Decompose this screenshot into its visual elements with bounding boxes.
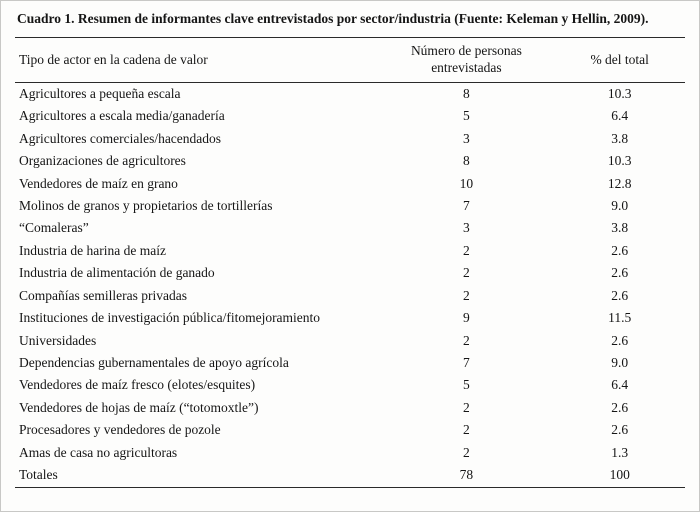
actor-cell: Industria de alimentación de ganado	[19, 265, 215, 281]
table-header	[15, 38, 685, 83]
table-row	[15, 82, 685, 105]
header-actor-type: Tipo de actor en la cadena de valor	[19, 51, 208, 67]
count-cell: 10	[459, 175, 474, 191]
percent-cell: 9.0	[611, 355, 629, 371]
percent-cell: 12.8	[607, 175, 632, 191]
percent-cell: 2.6	[611, 422, 629, 438]
table-row	[15, 375, 685, 397]
actor-cell: Universidades	[19, 332, 97, 348]
count-cell: 5	[463, 108, 470, 124]
count-cell: 9	[463, 310, 470, 326]
table-row	[15, 173, 685, 195]
informants-table	[15, 37, 685, 488]
actor-cell: Industria de harina de maíz	[19, 242, 166, 258]
percent-cell: 3.8	[611, 220, 629, 236]
actor-cell: Vendedores de hojas de maíz (“totomoxtle”)	[19, 399, 259, 415]
percent-cell: 2.6	[611, 399, 629, 415]
percent-cell: 9.0	[611, 197, 629, 213]
count-cell: 2	[463, 332, 470, 348]
count-cell: 8	[463, 85, 470, 101]
actor-cell: Procesadores y vendedores de pozole	[19, 422, 221, 438]
table-row	[15, 442, 685, 464]
count-cell: 3	[463, 130, 470, 146]
table-row	[15, 397, 685, 419]
percent-cell: 3.8	[611, 130, 629, 146]
table-row	[15, 330, 685, 352]
percent-cell: 100	[609, 467, 630, 483]
table-caption: Cuadro 1. Resumen de informantes clave entrevistados por sector/industria (Fuente: Keleman y Hellin, 2009).	[17, 11, 649, 26]
table-row	[15, 218, 685, 240]
actor-cell: Dependencias gubernamentales de apoyo agrícola	[19, 355, 289, 371]
header-percent-total: % del total	[590, 51, 649, 67]
actor-cell: Organizaciones de agricultores	[19, 153, 186, 169]
table-row	[15, 352, 685, 374]
table-row	[15, 240, 685, 262]
percent-cell: 10.3	[607, 85, 632, 101]
table-body	[15, 82, 685, 487]
actor-cell: Agricultores a escala media/ganadería	[19, 108, 225, 124]
percent-cell: 10.3	[607, 153, 632, 169]
table-row	[15, 262, 685, 284]
percent-cell: 2.6	[611, 332, 629, 348]
table-row	[15, 128, 685, 150]
actor-cell: Agricultores a pequeña escala	[19, 85, 181, 101]
actor-cell: Totales	[19, 467, 58, 483]
percent-cell: 1.3	[611, 444, 629, 460]
count-cell: 2	[463, 287, 470, 303]
header-row	[15, 38, 685, 83]
table-row	[15, 420, 685, 442]
actor-cell: Vendedores de maíz en grano	[19, 175, 178, 191]
count-cell: 7	[463, 355, 470, 371]
count-cell: 2	[463, 242, 470, 258]
percent-cell: 6.4	[611, 108, 629, 124]
count-cell: 2	[463, 444, 470, 460]
table-row	[15, 150, 685, 172]
count-cell: 2	[463, 265, 470, 281]
actor-cell: Vendedores de maíz fresco (elotes/esquites)	[19, 377, 256, 393]
percent-cell: 2.6	[611, 242, 629, 258]
actor-cell: Amas de casa no agricultoras	[19, 444, 178, 460]
actor-cell: Agricultores comerciales/hacendados	[19, 130, 222, 146]
table-row	[15, 195, 685, 217]
actor-cell: “Comaleras”	[19, 220, 89, 236]
count-cell: 5	[463, 377, 470, 393]
header-interviewed-count: Número de personas entrevistadas	[410, 43, 522, 76]
actor-cell: Molinos de granos y propietarios de tortillerías	[19, 197, 273, 213]
percent-cell: 6.4	[611, 377, 629, 393]
count-cell: 3	[463, 220, 470, 236]
actor-cell: Compañías semilleras privadas	[19, 287, 187, 303]
count-cell: 8	[463, 153, 470, 169]
percent-cell: 2.6	[611, 287, 629, 303]
percent-cell: 11.5	[608, 310, 632, 326]
percent-cell: 2.6	[611, 265, 629, 281]
table-row	[15, 464, 685, 487]
table-row	[15, 105, 685, 127]
count-cell: 78	[459, 467, 474, 483]
count-cell: 2	[463, 422, 470, 438]
table-row	[15, 307, 685, 329]
count-cell: 2	[463, 399, 470, 415]
count-cell: 7	[463, 197, 470, 213]
actor-cell: Instituciones de investigación pública/fitomejoramiento	[19, 310, 321, 326]
table-row	[15, 285, 685, 307]
